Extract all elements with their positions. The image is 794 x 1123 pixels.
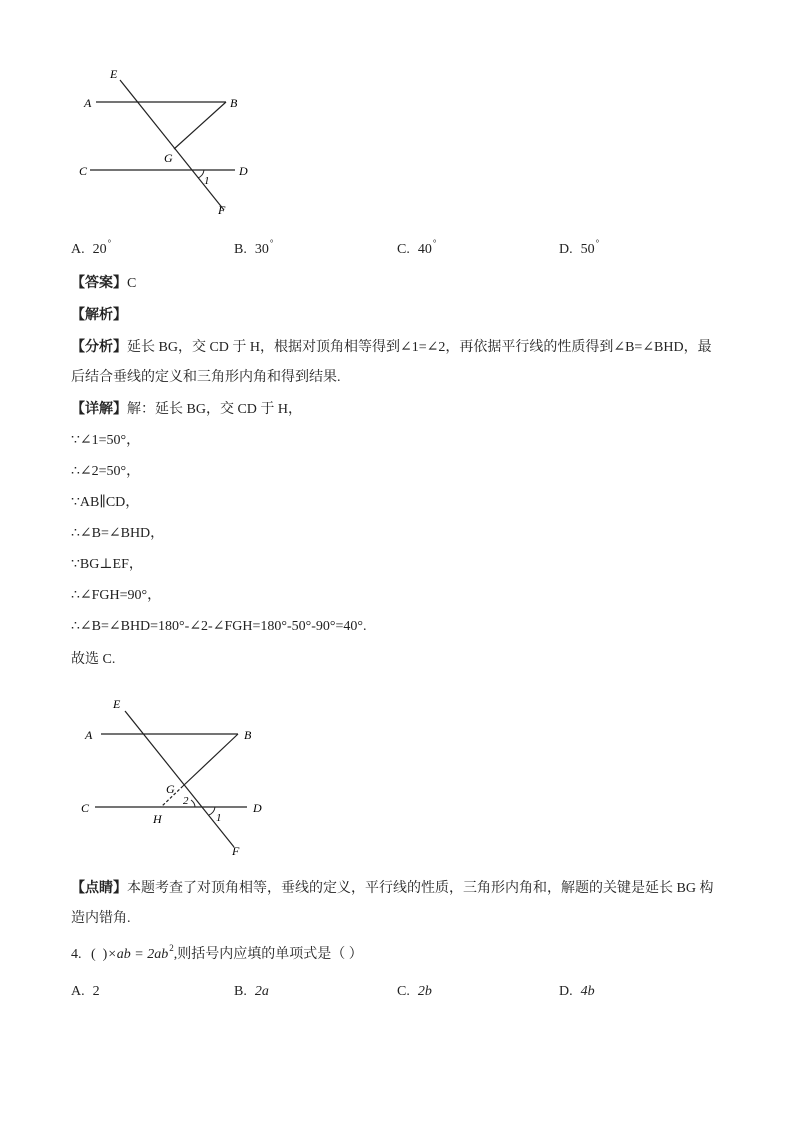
label-a-2: A [85, 728, 93, 742]
label-c-2: C [81, 801, 90, 815]
fenxi-line-2: 后结合垂线的定义和三角形内角和得到结果. [71, 370, 341, 385]
q4-option-c[interactable]: C. 2b [397, 984, 432, 999]
label-f-2: F [232, 844, 240, 858]
answer-tag: 【答案】 [71, 276, 127, 291]
label-1-2: 1 [216, 812, 222, 824]
step-5: ∵BG⊥EF， [71, 557, 143, 572]
angle-2-arc [191, 800, 195, 807]
line-ef-2 [125, 711, 234, 847]
label-1: 1 [204, 175, 210, 187]
figure-2 [75, 692, 275, 862]
step-2: ∴∠2=50°， [71, 464, 141, 479]
label-f: F [218, 203, 226, 217]
step-6: ∴∠FGH=90°， [71, 588, 162, 603]
line-ef [120, 80, 224, 210]
label-g-2: G [166, 782, 175, 796]
q4-blank[interactable]: ( ) [91, 947, 108, 962]
label-b: B [230, 96, 238, 110]
label-2: 2 [183, 795, 189, 807]
label-a: A [84, 96, 92, 110]
step-7: ∴∠B=∠BHD=180°-∠2-∠FGH=180°-50°-90°=40°. [71, 619, 367, 634]
segment-bg [174, 102, 226, 149]
step-1: ∵∠1=50°， [71, 433, 141, 448]
label-b-2: B [244, 728, 252, 742]
angle-1-arc-2 [209, 807, 215, 815]
comment-line-2: 造内错角. [71, 911, 131, 926]
q4-expression: ×ab = 2ab [107, 947, 169, 962]
label-e-2: E [113, 697, 121, 711]
step-4: ∴∠B=∠BHD， [71, 526, 165, 541]
segment-bg-2 [183, 734, 238, 786]
q4-number: 4. [71, 947, 82, 962]
figure-1 [70, 62, 270, 222]
label-d: D [239, 164, 248, 178]
comment-line-1: 【点睛】本题考查了对顶角相等，垂线的定义，平行线的性质，三角形内角和，解题的关键是延长 BG 构 [71, 881, 714, 896]
q3-option-b[interactable]: B. 30° [234, 238, 274, 257]
q3-option-d[interactable]: D. 50° [559, 238, 600, 257]
detail-line-1: 【详解】解：延长 BG，交 CD 于 H， [71, 402, 303, 417]
q4-option-b[interactable]: B. 2a [234, 984, 269, 999]
q3-option-c[interactable]: C. 40° [397, 238, 437, 257]
label-c: C [79, 164, 88, 178]
label-e: E [110, 67, 118, 81]
label-h: H [153, 812, 162, 826]
q4-exponent: 2 [169, 943, 174, 953]
q3-option-a[interactable]: A. 20° [71, 238, 112, 257]
answer-value: C [127, 276, 137, 291]
fenxi-line-1: 【分析】延长 BG，交 CD 于 H，根据对顶角相等得到∠1=∠2，再依据平行线的性质得到∠B=∠BHD，最 [71, 340, 712, 355]
q4-rest: ,则括号内应填的单项式是（ ） [173, 947, 363, 962]
label-g: G [164, 151, 173, 165]
q4-stem [71, 945, 363, 965]
q4-option-d[interactable]: D. 4b [559, 984, 595, 999]
analysis-tag: 【解析】 [71, 308, 127, 323]
conclusion: 故选 C. [71, 652, 116, 667]
step-3: ∵AB∥CD， [71, 495, 140, 510]
answer-line [71, 274, 136, 294]
label-d-2: D [253, 801, 262, 815]
q4-option-a[interactable]: A. 2 [71, 984, 100, 999]
